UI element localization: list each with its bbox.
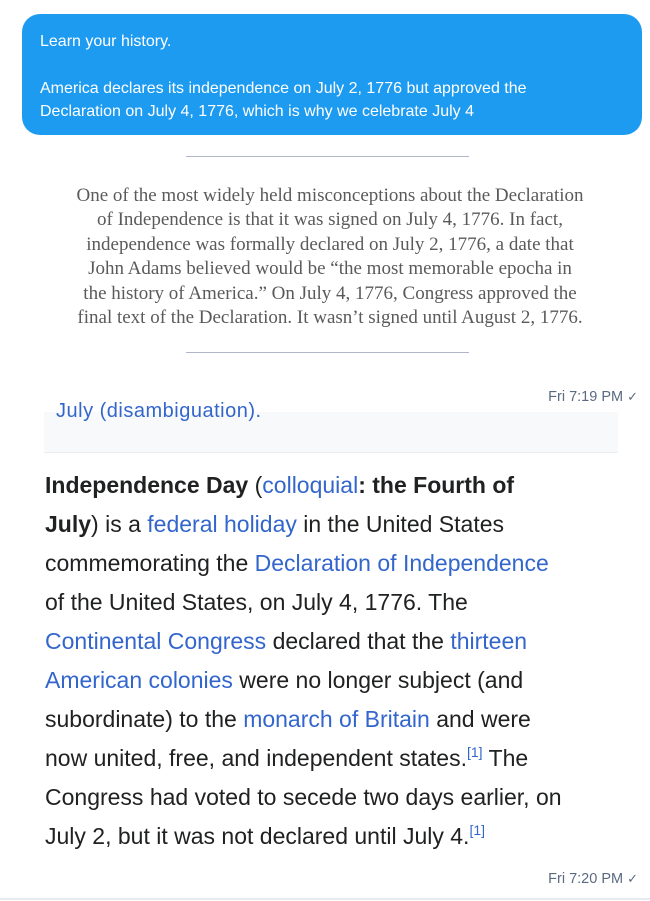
quote-line-6: final text of the Declaration. It wasn’t signed until August 2, 1776.	[77, 307, 583, 329]
wiki-text: (	[248, 472, 263, 498]
wiki-text: now united, free, and independent states.	[45, 745, 467, 771]
wiki-text: subordinate) to the	[45, 706, 244, 732]
timestamp-1	[548, 389, 638, 405]
wiki-text: Congress had voted to secede two days earlier, on	[45, 784, 562, 810]
wiki-paragraph	[45, 466, 620, 856]
wiki-text: and were	[429, 706, 531, 732]
bottom-divider	[186, 352, 469, 353]
wiki-bold-fourth: the Fourth of	[372, 472, 515, 498]
quote-line-5: the history of America.” On July 4, 1776, Congress approved the	[83, 282, 577, 304]
timestamp-1-text: Fri 7:19 PM	[548, 389, 624, 405]
wiki-text: in the United States	[296, 511, 504, 537]
timestamp-2-text: Fri 7:20 PM	[548, 871, 624, 887]
bottom-border	[0, 898, 650, 900]
wiki-text: of the United States, on July 4, 1776. The	[45, 589, 468, 615]
wiki-text: commemorating the	[45, 550, 255, 576]
message-bubble	[22, 14, 642, 135]
wiki-text: ) is a	[91, 511, 148, 537]
link-colloquial[interactable]: colloquial	[262, 472, 359, 498]
quote-line-1: One of the most widely held misconceptions about the Declaration	[76, 185, 584, 206]
link-federal-holiday[interactable]: federal holiday	[147, 511, 297, 537]
wiki-text-colon: :	[358, 472, 373, 498]
quote-line-4: John Adams believed would be “the most memorable epocha in	[88, 258, 572, 280]
link-american-colonies[interactable]: American colonies	[45, 667, 233, 693]
link-thirteen[interactable]: thirteen	[450, 628, 528, 654]
top-divider	[186, 156, 469, 157]
quote-text	[24, 184, 636, 330]
wiki-bold-title: Independence Day	[45, 472, 249, 498]
quote-line-3: independence was formally declared on July 2, 1776, a date that	[86, 233, 574, 255]
quote-line-2: of Independence is that it was signed on July 4, 1776. In fact,	[97, 209, 563, 231]
citation-link-1[interactable]: [1]	[466, 744, 483, 760]
check-icon: ✓	[627, 871, 638, 886]
citation-link-2[interactable]: [1]	[469, 822, 486, 838]
check-icon: ✓	[627, 389, 638, 404]
timestamp-2	[548, 871, 638, 887]
wiki-text: The	[482, 745, 529, 771]
link-declaration[interactable]: Declaration of Independence	[254, 550, 549, 576]
wiki-text: declared that the	[266, 628, 451, 654]
wiki-text: were no longer subject (and	[232, 667, 524, 693]
hatnote-box	[44, 400, 618, 453]
message-line-1: Learn your history.	[40, 33, 172, 50]
wiki-bold-july: July	[45, 511, 92, 537]
message-line-3: Declaration on July 4, 1776, which is why we celebrate July 4	[40, 103, 474, 120]
link-monarch[interactable]: monarch of Britain	[243, 706, 430, 732]
hatnote-text: July (disambiguation).	[56, 400, 262, 422]
link-continental-congress[interactable]: Continental Congress	[45, 628, 267, 654]
wiki-text: July 2, but it was not declared until July 4.	[45, 823, 470, 849]
message-line-2: America declares its independence on July 2, 1776 but approved the	[40, 79, 527, 97]
